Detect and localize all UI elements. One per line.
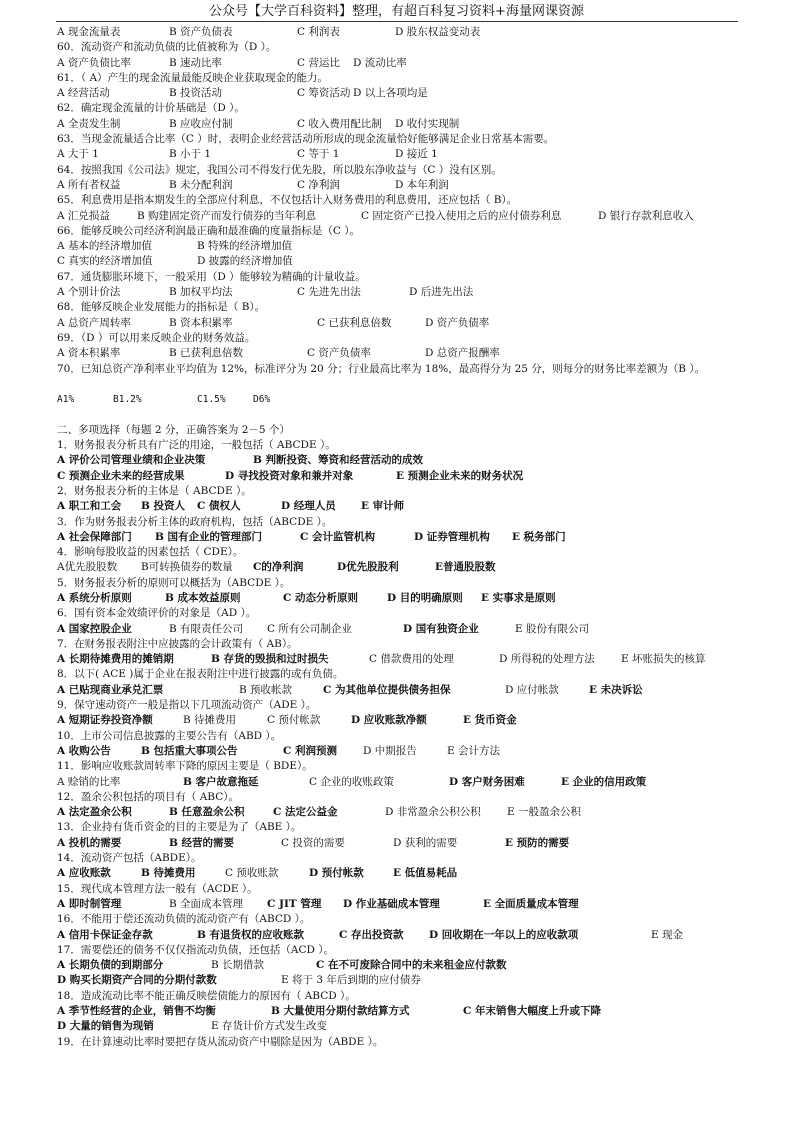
options-row (57, 239, 747, 254)
question-text: 62．确定现金流量的计价基础是（D ）。 (57, 102, 245, 115)
options-row (57, 897, 747, 912)
answer-option: C 已获利息倍数 (317, 316, 392, 329)
answer-option: E 会计方法 (447, 744, 501, 757)
options-row (57, 499, 747, 514)
options-row (57, 147, 747, 162)
answer-option: D 接近 1 (395, 148, 438, 161)
answer-option: A 已贴现商业承兑汇票 (57, 683, 164, 696)
answer-option: C 企业的收账政策 (309, 775, 394, 788)
answer-option: A 社会保障部门 (57, 530, 132, 543)
answer-option: B 待摊费用 (141, 867, 196, 880)
answer-option: C JIT 管理 (267, 897, 322, 910)
answer-option: C 债权人 (197, 500, 241, 513)
answer-option: A 收购公告 (57, 744, 111, 757)
question-text: 66．能够反映公司经济利润最正确和最准确的度量指标是（C ）。 (57, 224, 360, 237)
answer-option: E 现金 (651, 928, 684, 941)
answer-option: D 作业基础成本管理 (343, 897, 440, 910)
answer-option: B 待摊费用 (183, 714, 237, 727)
answer-option: D 大量的销售为现销 (57, 1020, 154, 1033)
answer-option: D 获利的需要 (393, 836, 458, 849)
question-text: 3．作为财务报表分析主体的政府机构，包括（ABCDE ）。 (57, 515, 333, 528)
answer-option: A 资产负债比率 (57, 56, 131, 69)
question-text: 16．不能用于偿还流动负债的流动资产有（ABCD ）。 (57, 913, 311, 926)
answer-option: D 目的明确原则 (387, 591, 463, 604)
question-text: 11．影响应收账款周转率下降的原因主要是（ BDE）。 (57, 760, 313, 773)
answer-option: C 营运比 (297, 56, 340, 69)
answer-option: B 未分配利润 (169, 178, 233, 191)
answer-option: C 预收账款 (225, 867, 279, 880)
answer-option: B 特殊的经济增加值 (197, 240, 293, 253)
answer-option: C 利润表 (297, 26, 340, 38)
blank-line (57, 407, 747, 422)
answer-option: E 审计师 (361, 500, 405, 513)
answer-option: B 加权平均法 (169, 286, 233, 299)
answer-option: E 货币资金 (463, 714, 517, 727)
answer-option: B 资产负债表 (169, 26, 233, 38)
answer-option: C 固定资产已投入使用之后的应付债券利息 (361, 209, 562, 222)
options-row (57, 56, 747, 71)
answer-option: A 短期证券投资净额 (57, 714, 153, 727)
answer-option: A 个别计价法 (57, 286, 121, 299)
question-text: 14．流动资产包括（ABDE）。 (57, 852, 202, 865)
question-text: 6．国有资本金效绩评价的对象是（AD ）。 (57, 607, 257, 620)
answer-option: A 资本积累率 (57, 347, 121, 360)
question-text: 67．通货膨胀环境下，一般采用（D ）能够较为精确的计量收益。 (57, 270, 366, 283)
question-text: 8．以下( ACE )属于企业在报表附注中进行披露的或有负债。 (57, 668, 344, 681)
answer-option: B 预收帐款 (239, 683, 293, 696)
answer-option: C 投资的需要 (281, 836, 345, 849)
answer-option: D 经理人员 (281, 500, 336, 513)
answer-option: D优先股股利 (337, 561, 399, 574)
answer-option: E 低值易耗品 (393, 867, 458, 880)
answer-option: D 总资产报酬率 (425, 347, 500, 360)
options-row (57, 591, 747, 606)
answer-option: B 国有企业的管理部门 (155, 530, 263, 543)
answer-option: C 真实的经济增加值 (57, 255, 153, 268)
answer-option: C 法定公益金 (273, 806, 338, 819)
options-row (57, 209, 747, 224)
answer-option: B 全面成本管理 (169, 897, 244, 910)
answer-option: D 资产负债率 (425, 316, 490, 329)
answer-option: A 季节性经营的企业，销售不均衡 (57, 1005, 216, 1017)
answer-option: E 预测企业未来的财务状况 (396, 469, 524, 482)
answer-option: D 股东权益变动表 (395, 26, 481, 38)
page-header: 公众号【大学百科资料】整理，有超百科复习资料+海量网课资源 (209, 4, 584, 19)
options-row (57, 1004, 747, 1019)
options-row (57, 469, 747, 484)
answer-option: D 后进先出法 (409, 286, 474, 299)
options-row (57, 775, 747, 790)
answer-option: C1.5% (197, 394, 226, 406)
question-text: 63．当现金流量适合比率（C ）时，表明企业经营活动所形成的现金流量恰好能够满足企业日常基本需要。 (57, 133, 555, 146)
answer-option: B 已获利息倍数 (169, 347, 244, 360)
options-row (57, 866, 747, 881)
answer-option: C 收入费用配比制 (297, 117, 382, 130)
answer-option: D 国有独资企业 (403, 622, 479, 635)
answer-option: C 在不可废除合同中的未来租金应付款数 (316, 959, 507, 972)
options-row (57, 805, 747, 820)
document-body (57, 25, 747, 1050)
answer-option: E 未决诉讼 (589, 683, 643, 696)
options-row (57, 560, 747, 575)
answer-option: C 存出投资款 (339, 928, 404, 941)
answer-option: C 等于 1 (297, 148, 340, 161)
options-row (57, 973, 747, 988)
question-text: 5．财务报表分析的原则可以概括为（ABCDE ）。 (57, 576, 291, 589)
answer-option: D 预付帐款 (309, 867, 364, 880)
options-row (57, 928, 747, 943)
answer-option: C 年末销售大幅度上升或下降 (463, 1005, 602, 1017)
answer-option: B 投资活动 (169, 87, 223, 100)
options-row (57, 958, 747, 973)
answer-option: C 为其他单位提供债务担保 (323, 683, 451, 696)
options-row (57, 652, 747, 667)
answer-option: E 存货计价方式发生改变 (211, 1020, 328, 1033)
answer-option: B 包括重大事项公告 (141, 744, 238, 757)
answer-option: B 资本积累率 (169, 316, 233, 329)
answer-option: C的净利润 (253, 561, 304, 574)
answer-option: E 一般盈余公积 (507, 806, 582, 819)
question-text: 15．现代成本管理方法一般有（ACDE ）。 (57, 882, 258, 895)
answer-option: D 流动比率 (353, 56, 407, 69)
answer-option: C 借款费用的处理 (369, 653, 454, 666)
answer-option: E 全面质量成本管理 (483, 897, 579, 910)
answer-option: E普通股股数 (435, 561, 496, 574)
answer-option: B 存货的毁损和过时损失 (211, 653, 329, 666)
answer-option: C 预测企业未来的经营成果 (57, 469, 185, 482)
question-text: 1．财务报表分析具有广泛的用途，一般包括（ ABCDE ）。 (57, 439, 336, 452)
answer-option: B可转换债券的数量 (141, 561, 233, 574)
answer-option: B1.2% (113, 394, 142, 406)
answer-option: A 长期负债的到期部分 (57, 959, 164, 972)
answer-option: D 证券管理机构 (414, 530, 490, 543)
answer-option: D 非常盈余公积公积 (385, 806, 481, 819)
answer-option: D 客户财务困难 (449, 775, 525, 788)
question-text: 70．已知总资产净利率业平均值为 12%，标准评分为 20 分；行业最高比率为 18%，最高得分为 25 分，则每分的财务比率差额为（B ）。 (57, 362, 706, 375)
answer-option: B 大量使用分期付款结算方式 (271, 1005, 410, 1017)
answer-option: B 经营的需要 (169, 836, 235, 849)
options-row (57, 316, 747, 331)
answer-option: D 应付帐款 (505, 683, 559, 696)
answer-option: A 基本的经济增加值 (57, 240, 152, 253)
options-row (57, 117, 747, 132)
options-row (57, 453, 747, 468)
answer-option: C 所有公司制企业 (267, 622, 352, 635)
question-text: 4．影响每股收益的因素包括（ CDE）。 (57, 546, 244, 559)
answer-option: B 任意盈余公积 (169, 806, 245, 819)
question-text: 69．（D ）可以用来反映企业的财务效益。 (57, 331, 256, 344)
answer-option: E 将于 3 年后到期的应付债券 (281, 974, 421, 987)
answer-option: C 动态分析原则 (283, 591, 359, 604)
answer-option: D 银行存款利息收入 (598, 209, 694, 222)
answer-option: C 预付帐款 (267, 714, 321, 727)
answer-option: B 投资人 (141, 500, 186, 513)
answer-option: A 投机的需要 (57, 836, 122, 849)
answer-option: D 回收期在一年以上的应收款项 (429, 928, 579, 941)
answer-option: E 股份有限公司 (515, 622, 590, 635)
options-row (57, 346, 747, 361)
answer-option: A 系统分析原则 (57, 591, 132, 604)
answer-option: E 坏账损失的核算 (621, 653, 706, 666)
answer-option: A 应收账款 (57, 867, 111, 880)
answer-option: A 评价公司管理业绩和企业决策 (57, 454, 206, 467)
answer-option: D6% (253, 394, 271, 406)
question-text: 10．上市公司信息披露的主要公告有（ABD ）。 (57, 729, 282, 742)
answer-option: D 所得税的处理方法 (499, 653, 595, 666)
answer-option: A优先股股数 (57, 561, 118, 574)
question-text: 61．（ A）产生的现金流量最能反映企业获取现金的能力。 (57, 71, 329, 84)
question-text: 65．利息费用是指本期发生的全部应付利息，不仅包括计入财务费用的利息费用，还应包括（ B）。 (57, 194, 518, 207)
answer-option: A 国家控股企业 (57, 622, 132, 635)
question-text: 17．需要偿还的债务不仅仅指流动负债，还包括（ACD ）。 (57, 943, 334, 956)
answer-option: B 客户故意拖延 (183, 775, 259, 788)
answer-option: D 中期报告 (363, 744, 417, 757)
options-row (57, 622, 747, 637)
answer-option: A 总资产周转率 (57, 316, 131, 329)
answer-option: A 现金流量表 (57, 26, 121, 38)
answer-option: B 有限责任公司 (169, 622, 244, 635)
answer-option: A 长期待摊费用的摊销期 (57, 653, 174, 666)
answer-option: E 税务部门 (512, 530, 566, 543)
question-text: 9．保守速动资产一般是指以下几项流动资产（ADE ）。 (57, 699, 317, 712)
options-row (57, 744, 747, 759)
answer-option: D 应收账款净额 (351, 714, 427, 727)
options-row (57, 713, 747, 728)
answer-option: D 披露的经济增加值 (197, 255, 293, 268)
options-row (57, 836, 747, 851)
answer-option: B 小于 1 (169, 148, 212, 161)
answer-option: B 成本效益原则 (165, 591, 241, 604)
answer-option: A 全责发生制 (57, 117, 121, 130)
options-row (57, 683, 747, 698)
answer-option: C 利润预测 (283, 744, 338, 757)
header-divider (56, 21, 738, 22)
question-text: 2．财务报表分析的主体是（ ABCDE ）。 (57, 484, 252, 497)
answer-option: A 经营活动 (57, 87, 110, 100)
answer-option: B 判断投资、筹资和经营活动的成效 (253, 454, 424, 467)
answer-option: B 长期借款 (211, 959, 265, 972)
answer-option: E 企业的信用政策 (561, 775, 647, 788)
options-row (57, 86, 747, 101)
answer-option: E 预防的需要 (505, 836, 570, 849)
answer-option: A 汇兑损益 (57, 209, 110, 222)
question-text: 64．按照我国《公司法》规定，我国公司不得发行优先股，所以股东净收益与（C ）没有区别。 (57, 163, 502, 176)
answer-option: D 本年利润 (395, 178, 449, 191)
answer-option: B 应收应付制 (169, 117, 233, 130)
answer-option: C 资产负债率 (307, 347, 371, 360)
options-row (57, 25, 747, 40)
answer-option: C 净利润 (297, 178, 340, 191)
answer-option: C 筹资活动 (297, 87, 351, 100)
options-row (57, 285, 747, 300)
question-text: 60．流动资产和流动负债的比值被称为（D ）。 (57, 41, 277, 54)
answer-option: C 会计监管机构 (300, 530, 376, 543)
question-text: 二、多项选择（每题 2 分，正确答案为 2－5 个） (57, 423, 290, 436)
answer-option: D 寻找投资对象和兼并对象 (225, 469, 354, 482)
answer-option: D 以上各项均是 (353, 87, 428, 100)
answer-option: A1% (57, 394, 75, 406)
answer-option: A 信用卡保证金存款 (57, 928, 153, 941)
question-text: 68．能够反映企业发展能力的指标是（ B）。 (57, 301, 266, 314)
question-text: 13．企业持有货币资金的目的主要是为了（ABE ）。 (57, 821, 302, 834)
answer-option: A 所有者权益 (57, 178, 121, 191)
question-text: 19．在计算速动比率时要把存货从流动资产中剔除是因为（ABDE ）。 (57, 1035, 384, 1048)
options-row (57, 392, 747, 407)
options-row (57, 254, 747, 269)
answer-option: B 有退货权的应收账款 (197, 928, 305, 941)
options-row (57, 1019, 747, 1034)
question-text: 12．盈余公积包括的项目有（ ABC）。 (57, 790, 239, 803)
answer-option: E 实事求是原则 (481, 591, 556, 604)
question-text: 18．造成流动比率不能正确反映偿债能力的原因有（ ABCD ）。 (57, 989, 356, 1002)
answer-option: D 购买长期资产合同的分期付款数 (57, 974, 217, 987)
answer-option: B 速动比率 (169, 56, 223, 69)
question-text: 7．在财务报表附注中应披露的会计政策有（ AB）。 (57, 637, 298, 650)
answer-option: B 购建固定资产而发行债券的当年利息 (137, 209, 317, 222)
options-row (57, 178, 747, 193)
answer-option: A 大于 1 (57, 148, 99, 161)
options-row (57, 530, 747, 545)
answer-option: A 赊销的比率 (57, 775, 121, 788)
answer-option: A 职工和工会 (57, 500, 122, 513)
answer-option: A 法定盈余公积 (57, 806, 132, 819)
answer-option: D 收付实现制 (395, 117, 460, 130)
answer-option: C 先进先出法 (297, 286, 361, 299)
answer-option: A 即时制管理 (57, 897, 122, 910)
